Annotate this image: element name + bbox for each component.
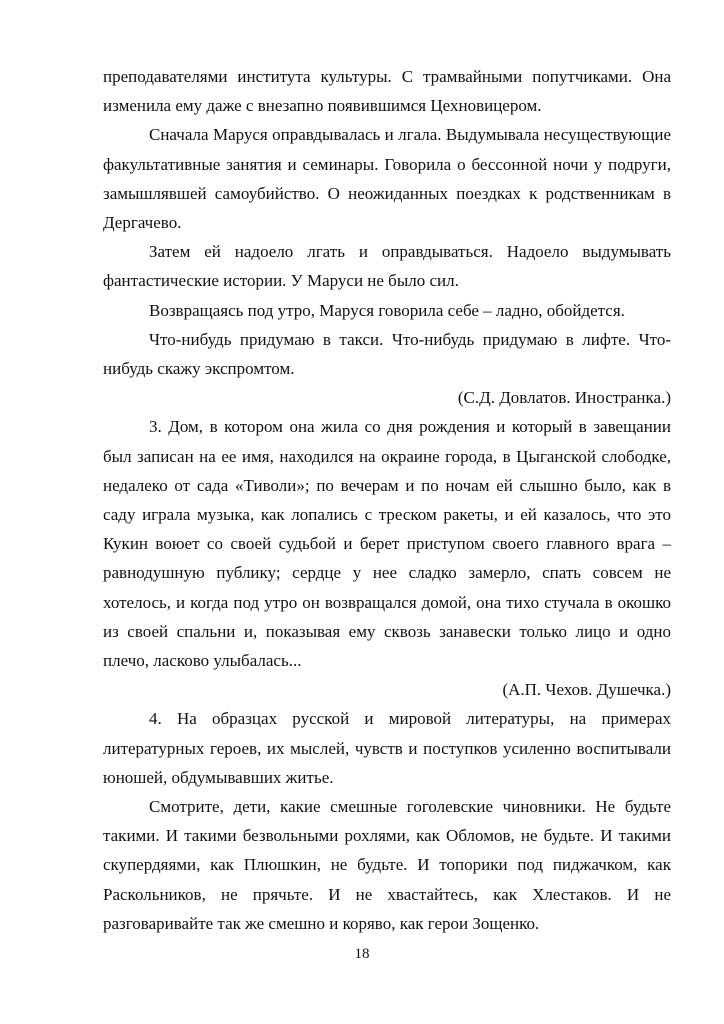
- paragraph-example-4: 4. На образцах русской и мировой литературы, на примерах литературных героев, их мыслей, чувств и поступков усиленно воспитывали юношей, обдумывавших житье.: [103, 709, 671, 787]
- citation-dovlatov: (С.Д. Довлатов. Иностранка.): [457, 388, 671, 408]
- body-text: [103, 62, 671, 938]
- paragraph-continuation: преподавателями института культуры. С трамвайными попутчиками. Она изменила ему даже с внезапно появившимся Цехновицером.: [103, 67, 671, 116]
- paragraph-gogol-officials: Смотрите, дети, какие смешные гоголевские чиновники. Не будьте такими. И такими безвольными рохлями, как Обломов, не будьте. И такими скупердяями, как Плюшкин, не будьте. И топорики под пиджачком, как Раскольников, не прячьте. И не хвастайтесь, как Хлестаков. И не разговаривайте так же смешно и коряво, как герои Зощенко.: [103, 797, 671, 933]
- citation-chekhov: (А.П. Чехов. Душечка.): [502, 680, 671, 700]
- paragraph-marusya-lied: Сначала Маруся оправдывалась и лгала. Выдумывала несуществующие факультативные занятия и семинары. Говорила о бессонной ночи у подруги, замышлявшей самоубийство. О неожиданных поездках к родственникам в Дергачево.: [103, 125, 671, 233]
- paragraph-something-in-taxi: Что-нибудь придумаю в такси. Что-нибудь придумаю в лифте. Что-нибудь скажу экспромтом.: [103, 329, 671, 379]
- page-number: 18: [354, 946, 370, 962]
- paragraph-example-3: 3. Дом, в котором она жила со дня рождения и который в завещании был записан на ее имя, находился на окраине города, в Цыганской слободке, недалеко от сада «Тиволи»; по вечерам и по ночам ей слышно было, как в саду играла музыка, как лопались с треском ракеты, и ей казалось, что это Кукин воюет со своей судьбой и берет приступом своего главного врага – равнодушную публику; сердце у нее сладко замерло, спать совсем не хотелось, и когда под утро он возвращался домой, она тихо стучала в окошко из своей спальни и, показывая ему сквозь занавески только лицо и одно плечо, ласково улыбалась...: [103, 417, 671, 671]
- paragraph-returning-morning: Возвращаясь под утро, Маруся говорила себе – ладно, обойдется.: [149, 300, 625, 320]
- paragraph-tired-of-lying: Затем ей надоело лгать и оправдываться. Надоело выдумывать фантастические истории. У Маруси не было сил.: [103, 242, 671, 291]
